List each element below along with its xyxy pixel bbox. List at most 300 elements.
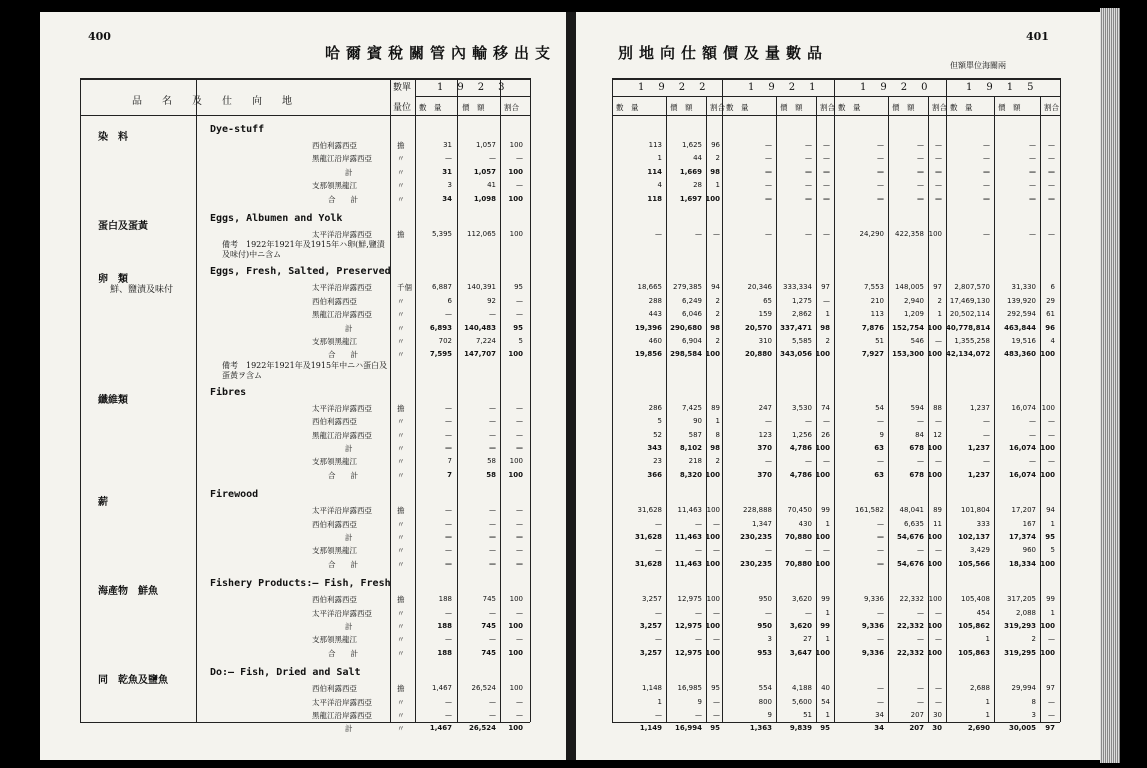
cell-v15: —	[1048, 141, 1055, 149]
column-subheader: 價 額	[892, 103, 915, 112]
cell-v23: 1,057	[473, 167, 496, 176]
cell-v22: 11,463	[677, 506, 702, 515]
cell-v15: —	[983, 230, 990, 238]
cell-v20: —	[935, 546, 942, 555]
cell-v22: 6,249	[681, 296, 702, 305]
cell-v21: —	[805, 417, 812, 426]
cell-v21: 40	[821, 684, 830, 693]
cell-v15: —	[1048, 154, 1055, 163]
cell-v23: —	[445, 635, 452, 644]
cell-v23: —	[516, 533, 523, 541]
cell-v21: 310	[758, 337, 772, 345]
unit-note: 但額單位海關兩	[950, 61, 1006, 70]
cell-v22: 1,625	[681, 141, 702, 149]
cell-v23: —	[516, 296, 523, 305]
section-name-jp: 卵 類	[98, 274, 128, 286]
book-gutter	[566, 12, 576, 760]
cell-v20: —	[935, 167, 942, 176]
cell-v23: —	[516, 519, 523, 528]
cell-v20: 153,300	[892, 350, 924, 359]
cell-v21: 26	[821, 430, 830, 439]
cell-v20: 24,290	[859, 230, 884, 238]
cell-v21: 1	[825, 519, 830, 528]
cell-v22: 18,665	[637, 283, 662, 292]
cell-v15: 8	[1031, 697, 1036, 706]
row-unit: 〃	[397, 457, 405, 467]
cell-v15: 96	[1045, 323, 1055, 332]
cell-v23: 147,707	[464, 350, 496, 359]
cell-v21: 950	[757, 622, 772, 630]
cell-v20: 88	[933, 403, 942, 412]
cell-v15: 483,360	[1004, 350, 1036, 359]
cell-v22: 8,320	[679, 470, 702, 479]
cell-v22: 343	[647, 444, 662, 452]
cell-v20: 100	[927, 533, 942, 541]
cell-v23: —	[445, 154, 452, 163]
row-unit: 〃	[397, 350, 405, 360]
row-label: 西伯利露西亞	[312, 141, 357, 150]
cell-v21: 3,647	[789, 648, 812, 657]
cell-v15: 99	[1046, 595, 1055, 604]
cell-v15: 16,074	[1008, 444, 1036, 452]
row-label: 支那領黑龍江	[312, 635, 357, 645]
cell-v21: 100	[815, 444, 830, 452]
row-unit: 擔	[397, 684, 405, 694]
cell-v22: 288	[648, 296, 662, 305]
cell-v15: 1,237	[969, 403, 990, 412]
vrule-left	[196, 78, 197, 722]
cell-v20: —	[877, 154, 884, 163]
cell-v23: 702	[438, 337, 452, 345]
cell-v20: —	[917, 608, 924, 617]
cell-v20: 48,041	[899, 506, 924, 515]
row-unit: 〃	[397, 430, 405, 440]
cell-v22: —	[713, 230, 720, 238]
cell-v22: —	[713, 711, 720, 719]
cell-v22: 31,628	[637, 506, 662, 515]
row-label: 計	[345, 622, 353, 631]
row-unit: 〃	[397, 635, 405, 645]
cell-v23: —	[445, 417, 452, 426]
cell-v20: 1,209	[903, 310, 924, 319]
cell-v15: 319,293	[1004, 622, 1036, 630]
cell-v20: —	[935, 181, 942, 190]
cell-v15: 2,690	[967, 724, 990, 733]
cell-v21: 3,620	[789, 622, 812, 630]
cell-v21: 953	[757, 648, 772, 657]
cell-v23: 745	[481, 648, 496, 657]
cell-v23: 100	[509, 230, 523, 238]
row-label: 合 計	[328, 648, 358, 658]
row-label: 計	[345, 724, 353, 734]
cell-v20: 22,332	[896, 622, 924, 630]
cell-v20: 30	[932, 724, 942, 733]
cell-v23: 100	[508, 724, 523, 733]
column-subheader: 價 額	[462, 103, 485, 112]
cell-v22: 16,985	[677, 684, 702, 693]
cell-v23: —	[489, 608, 496, 617]
cell-v20: —	[877, 457, 884, 466]
cell-v23: —	[489, 444, 496, 452]
year-rule-right	[612, 96, 1060, 97]
row-label: 計	[345, 167, 353, 177]
cell-v23: 1,467	[431, 684, 452, 693]
cell-v21: 100	[815, 559, 830, 568]
cell-v15: —	[1048, 194, 1055, 203]
cell-v21: 9,839	[789, 724, 812, 733]
cell-v20: 678	[909, 470, 924, 479]
cell-v21: 99	[821, 506, 830, 515]
cell-v15: —	[983, 181, 990, 190]
right-page-number: 401	[1026, 30, 1049, 43]
cell-v22: 286	[648, 403, 662, 412]
row-unit: 〃	[397, 711, 405, 720]
cell-v15: 1,355,258	[954, 337, 990, 345]
cell-v21: —	[823, 167, 830, 176]
cell-v15: —	[1029, 230, 1036, 238]
cell-v22: 94	[711, 283, 720, 292]
cell-v15: 102,137	[958, 533, 990, 541]
cell-v21: 230,235	[740, 533, 772, 541]
column-subheader: 價 額	[780, 103, 803, 112]
cell-v23: 188	[437, 648, 452, 657]
cell-v23: 100	[508, 194, 523, 203]
cell-v15: 1	[985, 697, 990, 706]
cell-v23: 100	[509, 684, 523, 693]
cell-v23: 188	[438, 595, 452, 604]
cell-v15: —	[983, 457, 990, 466]
column-subheader: 價 額	[998, 103, 1021, 112]
cell-v21: 370	[757, 470, 772, 479]
row-unit: 〃	[397, 519, 405, 529]
cell-v20: 100	[927, 648, 942, 657]
cell-v21: 3,620	[791, 595, 812, 604]
cell-v23: —	[516, 506, 523, 515]
cell-v21: 9	[767, 711, 772, 719]
cell-v23: 41	[487, 181, 496, 190]
cell-v20: 207	[909, 724, 924, 733]
row-label: 合 計	[328, 194, 358, 204]
cell-v15: 18,334	[1008, 559, 1036, 568]
cell-v15: 1	[985, 711, 990, 719]
cell-v21: —	[805, 181, 812, 190]
cell-v15: 1	[1050, 608, 1055, 617]
cell-v15: —	[1029, 181, 1036, 190]
cell-v23: —	[489, 533, 496, 541]
cell-v22: 6,904	[681, 337, 702, 345]
cell-v21: 3	[767, 635, 772, 644]
cell-v22: 2	[715, 310, 720, 319]
row-label: 支那領黑龍江	[312, 457, 357, 467]
row-unit: 〃	[397, 323, 405, 333]
cell-v23: 6,887	[431, 283, 452, 292]
cell-v22: 100	[705, 350, 720, 359]
vrule-right	[1060, 78, 1061, 722]
row-label: 西伯利露西亞	[312, 296, 357, 306]
cell-v21: 100	[815, 648, 830, 657]
column-subheader: 割合	[710, 103, 725, 112]
cell-v15: 105,408	[961, 595, 990, 604]
cell-v20: 100	[928, 230, 942, 238]
cell-v20: —	[917, 194, 924, 203]
cell-v23: 6,893	[429, 323, 452, 332]
vrule-left	[390, 78, 391, 722]
cell-v21: 20,346	[747, 283, 772, 292]
cell-v22: 460	[648, 337, 662, 345]
cell-v20: —	[935, 457, 942, 466]
cell-v15: —	[1029, 194, 1036, 203]
row-unit: 〃	[397, 181, 405, 191]
cell-v21: 27	[803, 635, 812, 644]
cell-v20: 51	[875, 337, 884, 345]
cell-v22: —	[695, 608, 702, 617]
cell-v21: 1,275	[791, 296, 812, 305]
cell-v15: —	[983, 430, 990, 439]
cell-v21: 228,888	[743, 506, 772, 515]
cell-v23: —	[445, 506, 452, 515]
cell-v20: —	[877, 181, 884, 190]
cell-v22: —	[655, 230, 662, 238]
cell-v15: 105,566	[958, 559, 990, 568]
cell-v15: 29	[1046, 296, 1055, 305]
row-label: 太平洋沿岸露西亞	[312, 506, 372, 516]
cell-v15: 454	[976, 608, 990, 617]
cell-v22: —	[655, 519, 662, 528]
right-page	[573, 12, 1100, 760]
unit-column-subheader: 量位	[393, 103, 412, 113]
cell-v15: 95	[1045, 533, 1055, 541]
cell-v20: —	[917, 457, 924, 466]
cell-v23: 745	[481, 622, 496, 630]
cell-v15: 16,074	[1011, 403, 1036, 412]
cell-v21: —	[765, 194, 772, 203]
table-top-rule-right	[612, 78, 1060, 80]
cell-v15: 100	[1040, 470, 1055, 479]
row-label: 西伯利露西亞	[312, 519, 357, 529]
cell-v15: —	[1048, 457, 1055, 466]
cell-v22: 31,628	[634, 559, 662, 568]
cell-v22: —	[713, 608, 720, 617]
cell-v23: 100	[508, 350, 523, 359]
section-name-jp: 蛋白及蛋黃	[98, 221, 148, 232]
year-1922: 1922	[638, 82, 720, 93]
cell-v15: 19,516	[1011, 337, 1036, 345]
cell-v23: 112,065	[467, 230, 496, 238]
cell-v23: 100	[508, 648, 523, 657]
cell-v15: 101,804	[961, 506, 990, 515]
cell-v20: —	[935, 194, 942, 203]
cell-v15: 17,469,130	[949, 296, 990, 305]
cell-v22: 2	[715, 154, 720, 163]
cell-v15: 105,863	[958, 648, 990, 657]
row-label: 西伯利露西亞	[312, 684, 357, 694]
cell-v22: 3,257	[641, 595, 662, 604]
cell-v22: 12,975	[677, 595, 702, 604]
cell-v20: —	[917, 684, 924, 693]
cell-v15: 40,778,814	[946, 323, 991, 332]
cell-v21: 1	[825, 310, 830, 319]
cell-v15: 29,994	[1011, 684, 1036, 693]
row-label: 太平洋沿岸露西亞	[312, 697, 372, 707]
cell-v21: 1,256	[791, 430, 812, 439]
cell-v23: 26,524	[471, 684, 496, 693]
cell-v15: 463,844	[1004, 323, 1036, 332]
row-label: 合 計	[328, 470, 358, 480]
row-unit: 〃	[397, 337, 405, 346]
cell-v20: 9,336	[863, 595, 884, 604]
section-note: 備考 1922年1921年及1915年中ニハ蛋白及蛋黃ヲ含ム	[222, 360, 388, 380]
cell-v21: 97	[821, 283, 830, 292]
cell-v15: —	[983, 167, 990, 176]
cell-v23: —	[445, 711, 452, 719]
cell-v21: —	[765, 546, 772, 555]
cell-v21: —	[823, 546, 830, 555]
section-name-en: Fishery Products:— Fish, Fresh	[210, 578, 391, 590]
cell-v23: 6	[447, 296, 452, 305]
cell-v15: —	[1048, 697, 1055, 706]
cell-v22: 1	[657, 697, 662, 706]
cell-v23: 140,483	[464, 323, 496, 332]
year-1921: 1921	[748, 82, 830, 93]
cell-v23: —	[516, 154, 523, 163]
cell-v23: —	[516, 559, 523, 568]
cell-v20: 2,940	[903, 296, 924, 305]
cell-v15: 2,088	[1015, 608, 1036, 617]
cell-v22: 279,385	[673, 283, 702, 292]
cell-v21: —	[805, 546, 812, 555]
cell-v20: 22,332	[899, 595, 924, 604]
cell-v22: 443	[648, 310, 662, 319]
cell-v15: 17,374	[1008, 533, 1036, 541]
cell-v20: 678	[909, 444, 924, 452]
cell-v22: 587	[688, 430, 702, 439]
cell-v22: —	[713, 519, 720, 528]
vrule-left	[500, 78, 501, 722]
vrule-right	[722, 78, 723, 722]
cell-v20: 54,676	[896, 559, 924, 568]
cell-v22: 7,425	[681, 403, 702, 412]
cell-v23: —	[516, 546, 523, 555]
cell-v21: 343,056	[780, 350, 812, 359]
section-name-jp: 同 乾魚及鹽魚	[98, 675, 168, 687]
cell-v23: —	[516, 635, 523, 644]
cell-v15: 4	[1050, 337, 1055, 345]
cell-v23: —	[516, 444, 523, 452]
cell-v23: —	[489, 154, 496, 163]
cell-v21: 70,880	[784, 533, 812, 541]
cell-v20: 9,336	[861, 648, 884, 657]
cell-v15: —	[1048, 711, 1055, 719]
cell-v15: 292,594	[1007, 310, 1036, 319]
row-label: 支那領黑龍江	[312, 337, 357, 346]
cell-v21: 98	[820, 323, 830, 332]
cell-v20: 100	[927, 470, 942, 479]
cell-v23: 7,224	[475, 337, 496, 345]
cell-v22: 113	[648, 141, 662, 149]
column-subheader: 價 額	[670, 103, 693, 112]
cell-v15: 61	[1046, 310, 1055, 319]
section-note: 備考 1922年1921年及1915年ハ卵(鮮,鹽漬及味付)中ニ含ム	[222, 240, 385, 260]
cell-v23: 7	[447, 470, 452, 479]
cell-v22: —	[713, 635, 720, 644]
row-unit: 〃	[397, 724, 405, 734]
unit-column-header: 數單	[393, 83, 412, 93]
cell-v23: 7,595	[429, 350, 452, 359]
cell-v22: 23	[653, 457, 662, 466]
cell-v22: 100	[706, 506, 720, 515]
cell-v22: 98	[710, 167, 720, 176]
cell-v20: —	[935, 608, 942, 617]
section-name-jp: 海產物 鮮魚	[98, 586, 158, 598]
table-bottom-rule-left	[80, 722, 530, 723]
column-subheader: 割合	[504, 103, 519, 112]
row-label: 計	[345, 323, 353, 333]
cell-v21: 800	[758, 697, 772, 706]
cell-v21: 5,585	[791, 337, 812, 345]
cell-v15: 317,205	[1007, 595, 1036, 604]
cell-v22: 8	[715, 430, 720, 439]
column-subheader: 數 量	[616, 103, 639, 112]
year-1923: 1923	[437, 82, 519, 93]
cell-v21: —	[805, 608, 812, 617]
cell-v20: 594	[910, 403, 924, 412]
row-unit: 〃	[397, 470, 405, 480]
cell-v23: —	[445, 430, 452, 439]
cell-v21: —	[765, 181, 772, 190]
cell-v15: —	[1029, 457, 1036, 466]
page-edge	[1100, 8, 1120, 763]
right-page-title: 別地向仕額價及量數品	[618, 44, 829, 62]
cell-v20: —	[935, 635, 942, 644]
cell-v21: —	[823, 194, 830, 203]
cell-v15: —	[983, 417, 990, 426]
cell-v23: —	[445, 403, 452, 412]
row-label: 計	[345, 444, 353, 453]
cell-v22: 4	[657, 181, 662, 190]
cell-v22: 100	[705, 648, 720, 657]
cell-v22: 114	[647, 167, 662, 176]
cell-v23: 100	[509, 457, 523, 466]
cell-v15: 105,862	[958, 622, 990, 630]
cell-v22: 100	[705, 470, 720, 479]
cell-v20: —	[877, 546, 884, 555]
section-name-jp: 染 料	[98, 132, 128, 143]
row-unit: 擔	[397, 230, 405, 239]
cell-v21: —	[805, 194, 812, 203]
cell-v23: 5	[518, 337, 523, 345]
cell-v15: 17,207	[1011, 506, 1036, 515]
cell-v15: 100	[1040, 559, 1055, 568]
cell-v21: 70,880	[784, 559, 812, 568]
cell-v20: 2	[937, 296, 942, 305]
row-label: 支那領黑龍江	[312, 181, 357, 191]
cell-v23: 140,391	[467, 283, 496, 292]
cell-v22: 95	[711, 684, 720, 693]
cell-v21: 430	[798, 519, 812, 528]
cell-v20: —	[917, 167, 924, 176]
cell-v23: —	[516, 697, 523, 706]
cell-v21: 2	[825, 337, 830, 345]
cell-v15: —	[1048, 230, 1055, 238]
cell-v15: —	[1048, 181, 1055, 190]
cell-v20: 11	[933, 519, 942, 528]
section-name-en: Firewood	[210, 489, 259, 501]
cell-v20: —	[877, 141, 884, 149]
cell-v23: —	[489, 403, 496, 412]
section-name-en: Eggs, Fresh, Salted, Preserved	[210, 266, 391, 278]
cell-v20: —	[877, 608, 884, 617]
cell-v20: 34	[875, 711, 884, 719]
